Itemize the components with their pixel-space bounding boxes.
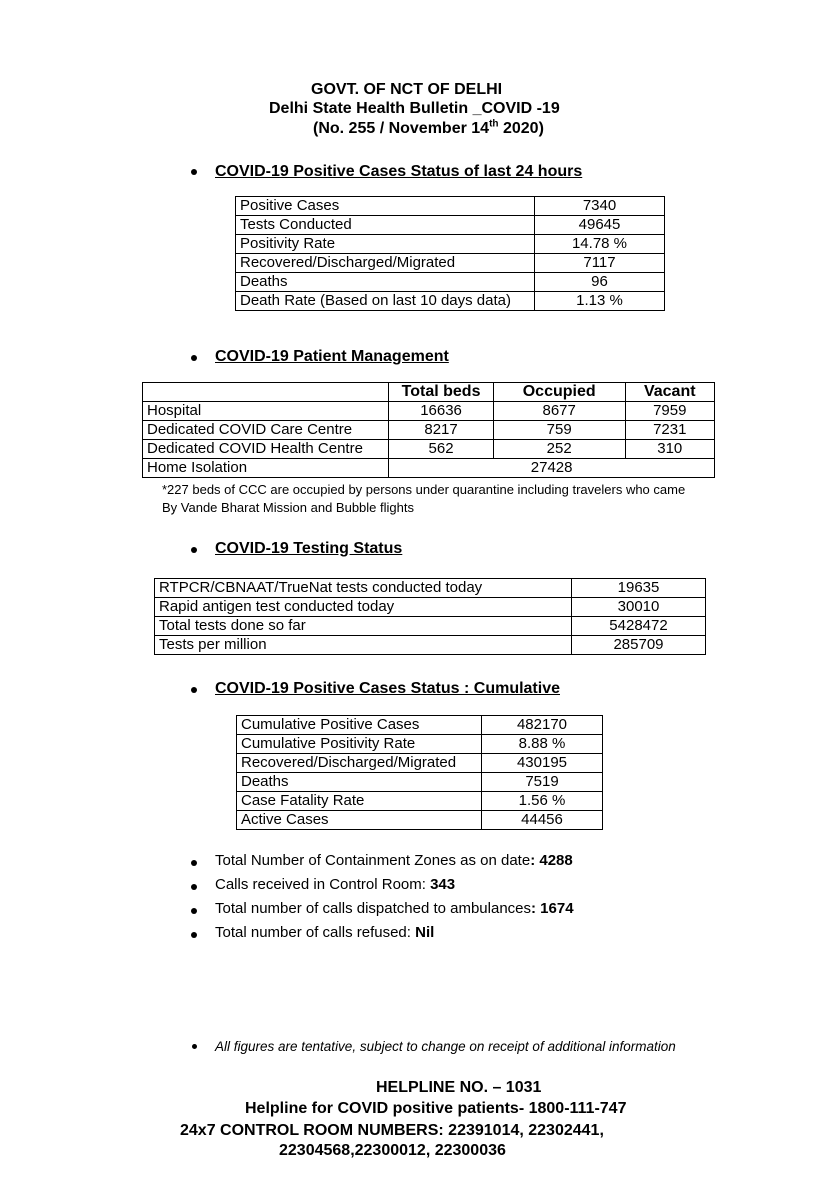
total-beds-cell: 562: [389, 440, 494, 459]
row-value: 30010: [572, 598, 706, 617]
ccc-note-line2: By Vande Bharat Mission and Bubble flights: [162, 500, 414, 515]
table-row: [143, 440, 715, 459]
bullet-icon: [191, 860, 197, 866]
table-row: [236, 292, 665, 311]
vacant-cell: 7959: [625, 402, 714, 421]
header-line1: GOVT. OF NCT OF DELHI: [311, 81, 503, 98]
table-row: [155, 617, 706, 636]
table-row: [237, 716, 603, 735]
list-item: Total Number of Containment Zones as on date: 4288: [215, 852, 573, 869]
row-label: Home Isolation: [143, 459, 389, 478]
row-label: Tests per million: [155, 636, 572, 655]
bullet-icon: [191, 908, 197, 914]
occupied-cell: 252: [493, 440, 625, 459]
occupied-cell: 759: [493, 421, 625, 440]
table-row: [237, 811, 603, 830]
total-beds-cell: 8217: [389, 421, 494, 440]
row-value: 482170: [482, 716, 603, 735]
occupied-cell: 8677: [493, 402, 625, 421]
col-header: Vacant: [625, 383, 714, 402]
control-room-numbers: 24x7 CONTROL ROOM NUMBERS: 22391014, 22302441,: [180, 1122, 604, 1139]
bullet-icon: [191, 355, 197, 361]
bullet-icon: [192, 1044, 197, 1049]
table-header-row: [143, 383, 715, 402]
list-item: Total number of calls refused: Nil: [215, 924, 435, 941]
row-label: Positivity Rate: [236, 235, 535, 254]
row-label: Total tests done so far: [155, 617, 572, 636]
row-value: 285709: [572, 636, 706, 655]
header-line2: Delhi State Health Bulletin _COVID -19: [269, 100, 560, 117]
section1-title: COVID-19 Positive Cases Status of last 24 hours: [215, 163, 583, 180]
table-row: [236, 197, 665, 216]
table-row: [155, 636, 706, 655]
bullet-icon: [191, 687, 197, 693]
ccc-note-line1: *227 beds of CCC are occupied by persons under quarantine including travelers who came: [162, 482, 686, 497]
header-line3: (No. 255 / November 14th 2020): [313, 118, 544, 137]
row-label: RTPCR/CBNAAT/TrueNat tests conducted today: [155, 579, 572, 598]
list-item: Calls received in Control Room: 343: [215, 876, 456, 893]
covid-helpline: Helpline for COVID positive patients- 1800-111-747: [245, 1100, 627, 1117]
testing-status-table: [154, 578, 706, 655]
row-label: Case Fatality Rate: [237, 792, 482, 811]
col-header: Total beds: [389, 383, 494, 402]
table-row: [143, 459, 715, 478]
vacant-cell: 310: [625, 440, 714, 459]
row-label: Hospital: [143, 402, 389, 421]
row-value: 19635: [572, 579, 706, 598]
row-value: 14.78 %: [535, 235, 665, 254]
bullet-icon: [191, 169, 197, 175]
table-row: [155, 598, 706, 617]
col-header: Occupied: [493, 383, 625, 402]
table-row: [237, 773, 603, 792]
bullet-icon: [191, 547, 197, 553]
section1-table: [235, 196, 665, 311]
table-row: [237, 735, 603, 754]
total-beds-cell: 16636: [389, 402, 494, 421]
table-row: [236, 273, 665, 292]
cumulative-table: [236, 715, 603, 830]
section4-title: COVID-19 Positive Cases Status : Cumulative: [215, 680, 560, 697]
table-row: [237, 792, 603, 811]
vacant-cell: 7231: [625, 421, 714, 440]
patient-management-table: [142, 382, 715, 478]
disclaimer: All figures are tentative, subject to change on receipt of additional information: [215, 1039, 676, 1054]
row-value: 7519: [482, 773, 603, 792]
row-value: 96: [535, 273, 665, 292]
row-label: Rapid antigen test conducted today: [155, 598, 572, 617]
row-label: Positive Cases: [236, 197, 535, 216]
row-value: 49645: [535, 216, 665, 235]
list-item: Total number of calls dispatched to ambulances: 1674: [215, 900, 574, 917]
row-label: Deaths: [237, 773, 482, 792]
row-label: Recovered/Discharged/Migrated: [237, 754, 482, 773]
row-label: Dedicated COVID Health Centre: [143, 440, 389, 459]
row-label: Tests Conducted: [236, 216, 535, 235]
section3-title: COVID-19 Testing Status: [215, 540, 403, 557]
row-value: 5428472: [572, 617, 706, 636]
table-row: [236, 254, 665, 273]
control-room-numbers-cont: 22304568,22300012, 22300036: [279, 1142, 506, 1159]
bullet-icon: [191, 884, 197, 890]
row-value: 1.13 %: [535, 292, 665, 311]
row-label: Cumulative Positive Cases: [237, 716, 482, 735]
row-value: 430195: [482, 754, 603, 773]
row-value: 1.56 %: [482, 792, 603, 811]
row-value: 7117: [535, 254, 665, 273]
table-row: [155, 579, 706, 598]
helpline-number: HELPLINE NO. – 1031: [376, 1079, 542, 1096]
row-label: Recovered/Discharged/Migrated: [236, 254, 535, 273]
row-value: 7340: [535, 197, 665, 216]
row-label: Cumulative Positivity Rate: [237, 735, 482, 754]
row-label: Dedicated COVID Care Centre: [143, 421, 389, 440]
row-label: Active Cases: [237, 811, 482, 830]
row-value: 8.88 %: [482, 735, 603, 754]
row-label: Deaths: [236, 273, 535, 292]
bullet-icon: [191, 932, 197, 938]
table-row: [237, 754, 603, 773]
table-row: [143, 421, 715, 440]
section2-title: COVID-19 Patient Management: [215, 348, 449, 365]
row-value: 44456: [482, 811, 603, 830]
col-header: [143, 383, 389, 402]
row-label: Death Rate (Based on last 10 days data): [236, 292, 535, 311]
table-row: [143, 402, 715, 421]
table-row: [236, 235, 665, 254]
table-row: [236, 216, 665, 235]
home-isolation-cell: 27428: [389, 459, 715, 478]
